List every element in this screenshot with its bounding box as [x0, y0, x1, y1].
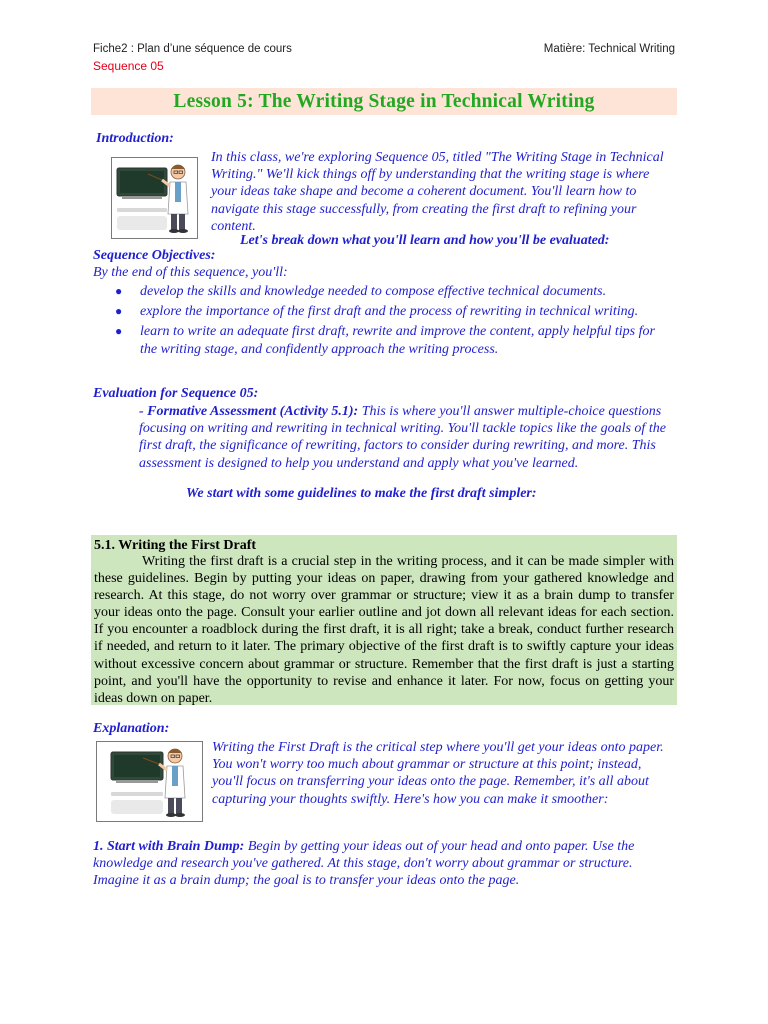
step-1-lead: 1. Start with Brain Dump: [93, 839, 245, 854]
section-title: 5.1. Writing the First Draft [94, 538, 257, 553]
page-title: Lesson 5: The Writing Stage in Technical Writing [173, 90, 595, 112]
introduction-text: In this class, we're exploring Sequence 05, titled "The Writing Stage in Technical Writing." We'll kick things off by understanding that the writing stage is where your ideas take shape and become a coherent document. You'll learn how to navigate this stage successfully, from creating the first draft to refining your content. [211, 150, 664, 234]
section-text: Writing the first draft is a crucial step in the writing process, and it can be made simpler with these guidelines. Begin by putting your ideas on paper, drawing from your gathered knowledge and research. At this stage, do not worry over grammar or structure; view it as a brain dump to transfer your ideas onto the page. Consult your earlier outline and jot down all relevant ideas for each section. If you encounter a roadblock during the first draft, it is all right; take a break, conduct further research if needed, and return to it later. The primary objective of the first draft is to swiftly capture your ideas without excessive concern about grammar or structure. Remember that the first draft is just a starting point, and you'll have the opportunity to revise and enhance it later. For now, focus on getting your ideas down on paper. [94, 554, 674, 706]
evaluation-text [139, 403, 675, 472]
objective-text: explore the importance of the first draft and the process of rewriting in technical writing. [140, 304, 639, 320]
evaluation-heading: Evaluation for Sequence 05: [93, 386, 259, 401]
list-item [113, 303, 673, 320]
step-1-body: Begin by getting your ideas out of your head and onto paper. Use the knowledge and research you've gathered. At this stage, don't worry about grammar or structure. Imagine it as a brain dump; the goal is to transfer your ideas onto the page. [93, 839, 635, 889]
objective-text: develop the skills and knowledge needed to compose effective technical documents. [140, 284, 607, 299]
header-right: Matière: Technical Writing [543, 43, 675, 55]
objective-text: learn to write an adequate first draft, rewrite and improve the content, apply helpful tips for the writing stage, and confidently approach the writing process. [140, 324, 655, 357]
bullet-icon: ● [115, 284, 123, 298]
teacher-illustration-2 [96, 741, 203, 822]
header-left: Fiche2 : Plan d’une séquence de cours [93, 43, 292, 55]
break-down-line: Let's break down what you'll learn and how you'll be evaluated: [240, 233, 610, 248]
explanation-text: Writing the First Draft is the critical step where you'll get your ideas onto paper. You won't worry too much about grammar or structure at this point; instead, you'll focus on transferring your ideas onto the page. Remember, it's all about capturing your thoughts swiftly. Here's how you can make it smoother: [212, 740, 664, 807]
teacher-at-board-icon [97, 742, 202, 821]
bullet-icon: ● [115, 304, 123, 319]
evaluation-body: This is where you'll answer multiple-choice questions focusing on writing and rewriting in technical writing. You'll tackle topics like the goals of the first draft, the significance of rewriting, factors to consider during rewriting, and more. This assessment is designed to help you understand and apply what you've learned. [139, 404, 666, 471]
evaluation-lead: - Formative Assessment (Activity 5.1): [139, 404, 359, 419]
teacher-illustration-1 [111, 157, 198, 239]
objectives-heading: Sequence Objectives: [93, 248, 216, 263]
introduction-heading: Introduction: [96, 131, 174, 146]
bullet-icon: ● [115, 324, 123, 339]
list-item [113, 323, 673, 357]
objectives-list [113, 283, 673, 361]
teacher-at-board-icon [112, 158, 197, 238]
objectives-intro: By the end of this sequence, you'll: [93, 265, 288, 280]
guidelines-intro-line: We start with some guidelines to make the first draft simpler: [186, 486, 537, 501]
header-sequence: Sequence 05 [93, 59, 164, 73]
step-1-text [93, 838, 675, 890]
list-item [113, 283, 673, 300]
title-band [91, 88, 677, 115]
explanation-heading: Explanation: [93, 721, 170, 736]
